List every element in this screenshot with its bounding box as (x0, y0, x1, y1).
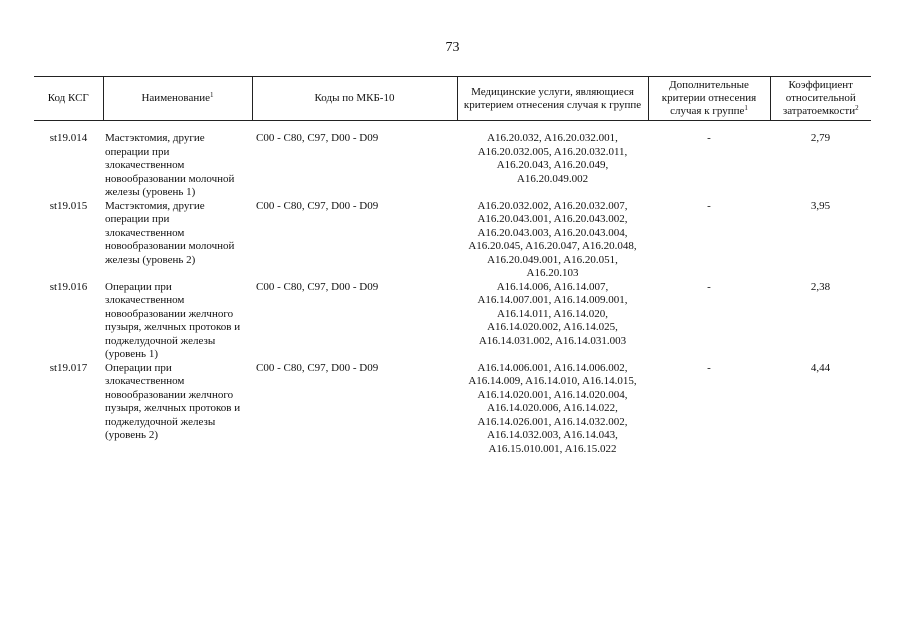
header-services: Медицинские услуги, являющиеся критерием отнесения случая к группе (457, 77, 648, 121)
cell-coefficient: 2,79 (810, 132, 831, 144)
cell-services: A16.20.032.002, A16.20.032.007, A16.20.043.001, A16.20.043.002, A16.20.043.003, A16.20.043.004, A16.20.045, A16.20.047, A16.20.048, A16.20.049.001, A16.20.051, A16.20.103 (468, 199, 637, 279)
table-row (34, 132, 871, 200)
cell-code: st19.015 (49, 199, 88, 212)
cell-criteria: - (707, 361, 711, 374)
cell-code: st19.016 (49, 280, 88, 293)
header-name: Наименование$^1$ (103, 77, 252, 121)
cell-coefficient: 2,38 (810, 280, 831, 293)
header-criteria: Дополнительные критерии отнесения случая к группе$^1$ (648, 77, 770, 121)
page-number: 73 (445, 40, 460, 55)
table-row (34, 281, 871, 362)
cell-coefficient: 4,44 (810, 361, 831, 374)
cell-mkb: C00 - C80, C97, D00 - D09 (256, 280, 379, 293)
table-header-row (34, 77, 871, 121)
cell-services: A16.14.006.001, A16.14.006.002, A16.14.009, A16.14.010, A16.14.015, A16.14.020.001, A16.14.020.004, A16.14.020.006, A16.14.022, A16.14.026.001, A16.14.032.002, A16.14.032.003, A16.14.043, A16.15.010.001, A16.15.022 (468, 361, 637, 455)
cell-mkb: C00 - C80, C97, D00 - D09 (256, 199, 379, 212)
cell-name: Операции при злокачественном новообразовании желчного пузыря, желчных протоков и поджелудочной железы (уровень 2) (105, 361, 241, 441)
cell-name: Мастэктомия, другие операции при злокачественном новообразовании молочной железы (уровень 2) (105, 199, 235, 266)
cell-criteria: - (707, 280, 711, 293)
cell-services: A16.20.032, A16.20.032.001, A16.20.032.005, A16.20.032.011, A16.20.043, A16.20.049, A16.20.049.002 (477, 132, 628, 185)
cell-services: A16.14.006, A16.14.007, A16.14.007.001, A16.14.009.001, A16.14.011, A16.14.020, A16.14.020.002, A16.14.025, A16.14.031.002, A16.14.031.003 (477, 280, 628, 347)
cell-name: Операции при злокачественном новообразовании желчного пузыря, желчных протоков и поджелудочной железы (уровень 1) (105, 280, 241, 360)
header-mkb: Коды по МКБ-10 (252, 77, 457, 121)
cell-criteria: - (707, 132, 711, 144)
cell-name: Мастэктомия, другие операции при злокачественном новообразовании молочной железы (уровень 1) (105, 132, 235, 198)
table-row (34, 200, 871, 281)
table-row (34, 362, 871, 457)
cell-coefficient: 3,95 (810, 199, 831, 212)
ksg-table (34, 76, 871, 456)
cell-criteria: - (707, 199, 711, 212)
cell-code: st19.014 (49, 132, 88, 144)
cell-mkb: C00 - C80, C97, D00 - D09 (256, 132, 379, 144)
header-code: Код КСГ (34, 77, 103, 121)
header-coefficient: Коэффициент относительной затратоемкости$^2$ (770, 77, 871, 121)
cell-mkb: C00 - C80, C97, D00 - D09 (256, 361, 379, 374)
cell-code: st19.017 (49, 361, 88, 374)
